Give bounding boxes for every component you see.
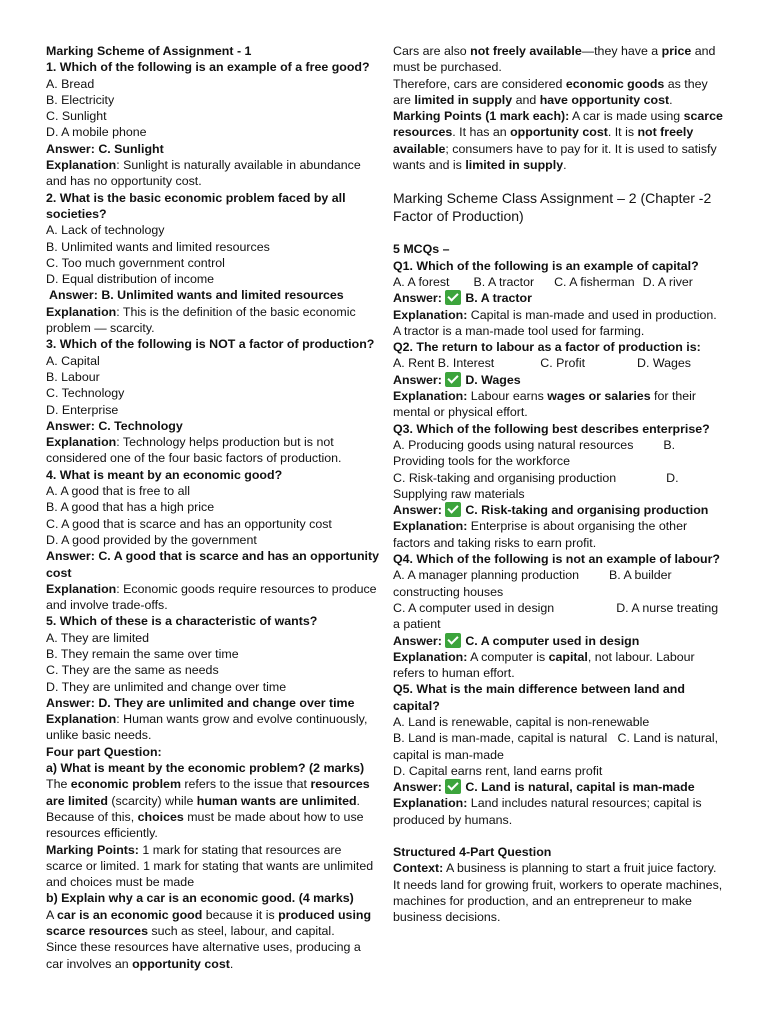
text: . bbox=[229, 956, 234, 971]
spacer bbox=[393, 828, 725, 844]
option: A. Bread bbox=[46, 76, 95, 91]
text: economic goods bbox=[565, 76, 665, 91]
text: 1 mark for stating that resources are scarce or limited. 1 mark for stating that wants are unlimited and choices must be made bbox=[46, 842, 374, 890]
explanation bbox=[393, 307, 725, 340]
part-b-answer bbox=[46, 907, 380, 940]
question-3: 3. Which of the following is NOT a factor of production? bbox=[46, 337, 375, 352]
option: A. Capital bbox=[46, 353, 100, 368]
question-5: 5. Which of these is a characteristic of wants? bbox=[46, 614, 318, 629]
marking-points bbox=[46, 842, 380, 891]
text: . bbox=[669, 92, 673, 107]
text: price bbox=[661, 44, 692, 58]
context bbox=[393, 860, 725, 925]
explanation-label: Explanation bbox=[46, 712, 117, 727]
answer-label: Answer: bbox=[393, 291, 442, 306]
checkmark-icon bbox=[445, 372, 461, 387]
text: not freely available bbox=[470, 44, 582, 58]
mcqs-label: 5 MCQs – bbox=[393, 242, 450, 257]
option: C. Too much government control bbox=[46, 255, 225, 270]
text: because it is bbox=[202, 907, 279, 922]
left-column bbox=[46, 43, 380, 972]
explanation bbox=[393, 388, 725, 421]
explanation-label: Explanation: bbox=[393, 519, 468, 534]
text: A bbox=[46, 907, 58, 922]
option: C. A good that is scarce and has an opportunity cost bbox=[46, 516, 332, 531]
explanation-text: : Technology helps production but is not considered one of the four basic factors of production. bbox=[46, 435, 342, 466]
part-a-answer bbox=[46, 776, 380, 809]
option: D. A nurse treating a patient bbox=[393, 600, 719, 632]
text: Because of this, bbox=[46, 809, 138, 824]
option: A. A forest bbox=[393, 274, 450, 289]
answer: Answer: C. Technology bbox=[46, 418, 183, 433]
spacer bbox=[393, 225, 725, 241]
answer: Answer: B. Unlimited wants and limited resources bbox=[49, 288, 344, 303]
text: choices bbox=[137, 809, 184, 824]
option: A. A manager planning production bbox=[393, 568, 579, 583]
option: D. They are unlimited and change over time bbox=[46, 679, 287, 694]
explanation bbox=[46, 304, 380, 337]
option: D. Enterprise bbox=[46, 402, 119, 417]
answer bbox=[393, 502, 725, 518]
answer: Answer: D. They are unlimited and change over time bbox=[46, 695, 355, 710]
answer bbox=[393, 290, 725, 306]
right-column bbox=[393, 43, 725, 926]
text: Labour earns bbox=[467, 389, 548, 404]
marking-points-b bbox=[393, 108, 725, 173]
text: . bbox=[563, 158, 567, 173]
explanation bbox=[46, 434, 380, 467]
part-a-question: a) What is meant by the economic problem? (2 marks) bbox=[46, 761, 365, 776]
option: D. Equal distribution of income bbox=[46, 272, 215, 287]
question-q2: Q2. The return to labour as a factor of production is: bbox=[393, 340, 701, 355]
text: Cars are also bbox=[393, 44, 471, 58]
option: B. They remain the same over time bbox=[46, 646, 239, 661]
text: human wants are unlimited bbox=[196, 793, 357, 808]
answer-label: Answer: bbox=[393, 633, 442, 648]
option: A. Lack of technology bbox=[46, 223, 165, 238]
structured-heading: Structured 4-Part Question bbox=[393, 845, 552, 860]
option: D. A river bbox=[642, 274, 693, 289]
explanation bbox=[46, 581, 380, 614]
question-q1: Q1. Which of the following is an example of capital? bbox=[393, 258, 699, 273]
answer-text: B. A tractor bbox=[465, 291, 532, 306]
part-a-answer-2 bbox=[46, 809, 380, 842]
options-row bbox=[393, 437, 725, 470]
text: Since these resources have alternative uses, producing a car involves an bbox=[46, 940, 361, 971]
checkmark-icon bbox=[445, 502, 461, 517]
text: not freely available bbox=[393, 125, 694, 156]
text: economic problem bbox=[70, 777, 181, 792]
marking-points-label: Marking Points: bbox=[46, 842, 139, 857]
explanation-label: Explanation: bbox=[393, 796, 468, 811]
text: ; consumers have to pay for it. It is used to satisfy wants and is bbox=[393, 141, 717, 173]
answer-text: C. A computer used in design bbox=[465, 633, 640, 648]
text: opportunity cost bbox=[510, 125, 608, 140]
option: A. Producing goods using natural resources bbox=[393, 437, 634, 452]
explanation-text: Land includes natural resources; capital is produced by humans. bbox=[393, 796, 702, 827]
cars-paragraph bbox=[393, 43, 725, 76]
text: scarce resources bbox=[393, 109, 723, 140]
text: , not labour. Labour refers to human effort. bbox=[393, 649, 695, 681]
option: C. Profit bbox=[540, 356, 586, 371]
option: C. A fisherman bbox=[554, 274, 635, 289]
answer-label: Answer: bbox=[393, 780, 442, 795]
explanation-text: : Human wants grow and evolve continuously, unlike basic needs. bbox=[46, 712, 368, 743]
four-part-heading: Four part Question: bbox=[46, 744, 162, 759]
option: B. Electricity bbox=[46, 92, 115, 107]
text: must be made about how to use resources efficiently. bbox=[46, 809, 364, 841]
text: (scarcity) while bbox=[107, 793, 197, 808]
answer: Answer: C. Sunlight bbox=[46, 141, 164, 156]
text: have opportunity cost bbox=[539, 92, 670, 107]
text: A computer is bbox=[467, 649, 549, 664]
spacer bbox=[393, 173, 725, 189]
option: B. Unlimited wants and limited resources bbox=[46, 239, 270, 254]
answer bbox=[393, 779, 725, 795]
explanation bbox=[46, 157, 380, 190]
options-row bbox=[393, 355, 725, 371]
explanation-text: Capital is man-made and used in production. A tractor is a man-made tool used for farming. bbox=[393, 307, 717, 338]
option: C. Sunlight bbox=[46, 109, 107, 124]
text: A car is made using bbox=[569, 109, 684, 124]
answer-label: Answer: bbox=[393, 503, 442, 518]
answer bbox=[393, 633, 725, 649]
text: The bbox=[46, 777, 71, 792]
options-row bbox=[393, 730, 725, 763]
text: opportunity cost bbox=[132, 956, 230, 971]
option: C. Land is natural, capital is man-made bbox=[393, 731, 719, 762]
explanation-label: Explanation bbox=[46, 581, 117, 596]
question-q3: Q3. Which of the following best describes enterprise? bbox=[393, 421, 710, 436]
explanation-label: Explanation bbox=[46, 435, 117, 450]
answer bbox=[393, 372, 725, 388]
options-row bbox=[393, 274, 725, 290]
option: D. Capital earns rent, land earns profit bbox=[393, 763, 603, 778]
text: such as steel, labour, and capital. bbox=[147, 924, 335, 939]
option: C. They are the same as needs bbox=[46, 663, 219, 678]
explanation-label: Explanation: bbox=[393, 307, 468, 322]
explanation-label: Explanation bbox=[46, 158, 117, 173]
explanation-label: Explanation bbox=[46, 304, 117, 319]
checkmark-icon bbox=[445, 779, 461, 794]
checkmark-icon bbox=[445, 290, 461, 305]
explanation bbox=[393, 649, 725, 682]
option: D. Wages bbox=[637, 356, 691, 371]
document-title: Marking Scheme of Assignment - 1 bbox=[46, 44, 252, 58]
question-q5: Q5. What is the main difference between land and capital? bbox=[393, 682, 685, 713]
text: as they are bbox=[393, 76, 708, 107]
option: C. Technology bbox=[46, 386, 125, 401]
text: . It is bbox=[607, 125, 638, 140]
text: car is an economic good bbox=[57, 907, 203, 922]
explanation-text: Enterprise is about organising the other factors and taking risks to earn profit. bbox=[393, 519, 688, 550]
option: B. Providing tools for the workforce bbox=[393, 437, 676, 469]
explanation-label: Explanation: bbox=[393, 389, 468, 404]
text: for their mental or physical effort. bbox=[393, 389, 697, 420]
option: D. A mobile phone bbox=[46, 125, 147, 140]
therefore-paragraph bbox=[393, 76, 725, 109]
answer-text: C. Land is natural, capital is man-made bbox=[465, 780, 695, 795]
option: B. A tractor bbox=[473, 274, 535, 289]
marking-points-label: Marking Points (1 mark each): bbox=[393, 109, 570, 124]
text: limited in supply bbox=[414, 92, 513, 107]
question-q4: Q4. Which of the following is not an example of labour? bbox=[393, 552, 720, 567]
text: —they have a bbox=[581, 44, 662, 58]
explanation-label: Explanation: bbox=[393, 649, 468, 664]
option: B. Labour bbox=[46, 369, 100, 384]
option: D. A good provided by the government bbox=[46, 532, 257, 547]
option: A. A good that is free to all bbox=[46, 484, 190, 499]
text: limited in supply bbox=[465, 158, 564, 173]
context-label: Context: bbox=[393, 861, 444, 876]
option: A. Land is renewable, capital is non-renewable bbox=[393, 714, 650, 729]
option: B. Land is man-made, capital is natural bbox=[393, 731, 608, 746]
option: B. A good that has a high price bbox=[46, 500, 215, 515]
explanation bbox=[393, 795, 725, 828]
option: D. Supplying raw materials bbox=[393, 470, 679, 501]
section-heading: Marking Scheme Class Assignment – 2 (Chapter -2 Factor of Production) bbox=[393, 190, 712, 225]
option: A. Rent bbox=[393, 356, 435, 371]
explanation-text: : Sunlight is naturally available in abundance and has no opportunity cost. bbox=[46, 158, 361, 189]
options-row bbox=[393, 600, 725, 633]
text: Therefore, cars are considered bbox=[393, 76, 566, 91]
answer: Answer: C. A good that is scarce and has an opportunity cost bbox=[46, 549, 379, 580]
text: . It has an bbox=[452, 125, 511, 140]
question-4: 4. What is meant by an economic good? bbox=[46, 467, 283, 482]
text: refers to the issue that bbox=[180, 777, 311, 792]
question-2: 2. What is the basic economic problem faced by all societies? bbox=[46, 190, 346, 221]
explanation-text: : Economic goods require resources to produce and involve trade-offs. bbox=[46, 581, 377, 613]
explanation bbox=[393, 518, 725, 551]
text: produced using scarce resources bbox=[46, 907, 372, 939]
option: C. A computer used in design bbox=[393, 600, 555, 615]
options-row bbox=[393, 567, 725, 600]
answer-text: D. Wages bbox=[465, 372, 521, 387]
part-b-answer-2 bbox=[46, 939, 380, 972]
text: capital bbox=[548, 649, 588, 664]
option: B. A builder constructing houses bbox=[393, 568, 672, 599]
answer-text: C. Risk-taking and organising production bbox=[465, 503, 709, 518]
option: C. Risk-taking and organising production bbox=[393, 470, 617, 485]
text: resources are limited bbox=[46, 777, 370, 808]
explanation bbox=[46, 711, 380, 744]
question-1: 1. Which of the following is an example of a free good? bbox=[46, 60, 370, 75]
answer-label: Answer: bbox=[393, 372, 442, 387]
part-b-question: b) Explain why a car is an economic good. (4 marks) bbox=[46, 891, 354, 906]
text: and must be purchased. bbox=[393, 44, 716, 75]
option: A. They are limited bbox=[46, 630, 150, 645]
checkmark-icon bbox=[445, 633, 461, 648]
context-text: A business is planning to start a fruit juice factory. It needs land for growing fruit, workers to operate machines, machines for production, and an entrepreneur to make business decisions. bbox=[393, 861, 723, 925]
option: B. Interest bbox=[437, 356, 495, 371]
options-row bbox=[393, 470, 725, 503]
text: and bbox=[512, 92, 540, 107]
text: . bbox=[356, 793, 360, 808]
explanation-text: : This is the definition of the basic economic problem — scarcity. bbox=[46, 304, 356, 336]
text: wages or salaries bbox=[547, 389, 651, 404]
